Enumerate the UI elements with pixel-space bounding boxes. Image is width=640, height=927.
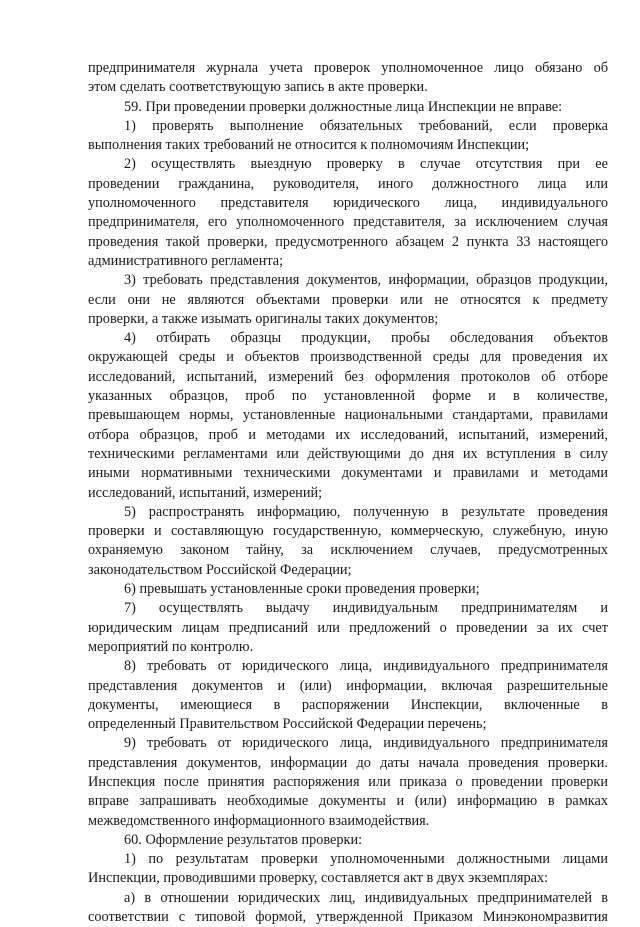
text-line-content: вправе запрашивать необходимые документы и (или) информацию в рамках [88, 793, 608, 810]
text-line-content: мероприятий по контролю. [88, 638, 254, 655]
document-text [88, 59, 608, 927]
text-line [88, 715, 608, 734]
text-line-content: 1) проверять выполнение обязательных требований, если проверка [124, 117, 608, 134]
text-line [88, 773, 608, 792]
text-line-content: если они не являются объектами проверки или не относятся к предмету [88, 291, 608, 308]
text-line-content: проведении гражданина, руководителя, иного должностного лица или [88, 175, 608, 192]
text-line [88, 98, 608, 117]
text-line-content: административного регламента; [88, 252, 284, 269]
text-line-content: 8) требовать от юридического лица, индивидуального предпринимателя [124, 658, 608, 675]
text-line-content: законодательством Российской Федерации; [88, 561, 352, 578]
text-line-content: межведомственного информационного взаимодействия. [88, 812, 430, 829]
text-line-content: исследований, испытаний, измерений; [88, 484, 323, 501]
text-line-content: 4) отбирать образцы продукции, пробы обследования объектов [124, 330, 608, 347]
text-line [88, 155, 608, 174]
text-line [88, 368, 608, 387]
text-line-content: 1) по результатам проверки уполномоченными должностными лицами [124, 851, 608, 868]
text-line [88, 754, 608, 773]
text-line-content: проверки, а также изымать оригиналы таких документов; [88, 310, 439, 327]
text-line [88, 175, 608, 194]
text-line [88, 484, 608, 503]
text-line [88, 117, 608, 136]
text-line-content: проведения такой проверки, предусмотренного абзацем 2 пункта 33 настоящего [88, 233, 608, 250]
text-line [88, 445, 608, 464]
text-line-content: 6) превышать установленные сроки проведения проверки; [124, 581, 480, 598]
text-line-content: определенный Правительством Российской Федерации перечень; [88, 716, 487, 733]
text-line-content: представления документов, информации до даты начала проведения проверки. [88, 754, 608, 771]
text-line [88, 908, 608, 927]
text-line-content: превышающем нормы, установленные национальными стандартами, правилами [88, 407, 608, 424]
text-line-content: указанных образцов, проб по установленной форме и в количестве, [88, 388, 608, 405]
text-line [88, 252, 608, 271]
text-line [88, 580, 608, 599]
text-line-content: Инспекция после принятия распоряжения или приказа о проведении проверки [88, 773, 608, 790]
text-line-content: 9) требовать от юридического лица, индивидуального предпринимателя [124, 735, 608, 752]
text-line [88, 310, 608, 329]
text-line-content: предпринимателя, его уполномоченного представителя, за исключением случая [88, 214, 608, 231]
text-line-content: 5) распространять информацию, полученную в результате проведения [124, 503, 608, 520]
text-line-content: техническими регламентами или действующими до дня их вступления в силу [88, 445, 608, 462]
text-line-content: документы, имеющиеся в распоряжении Инспекции, включенные в [88, 696, 608, 713]
text-line [88, 869, 608, 888]
text-line-content: иными нормативными техническими документами и правилами и методами [88, 465, 608, 482]
text-line-content: выполнения таких требований не относится к полномочиям Инспекции; [88, 137, 530, 154]
text-line-content: проверки и составляющую государственную, коммерческую, служебную, иную [88, 523, 608, 540]
text-line [88, 503, 608, 522]
text-line-content: охраняемую законом тайну, за исключением случаев, предусмотренных [88, 542, 608, 559]
text-line [88, 348, 608, 367]
text-line-content: этом сделать соответствующую запись в акте проверки. [88, 79, 428, 96]
text-line [88, 329, 608, 348]
text-line [88, 677, 608, 696]
text-line [88, 734, 608, 753]
text-line [88, 406, 608, 425]
text-line [88, 233, 608, 252]
text-line-content: 2) осуществлять выездную проверку в случае отсутствия при ее [124, 156, 608, 173]
text-line [88, 78, 608, 97]
text-line [88, 136, 608, 155]
text-line-content: юридическим лицам предписаний или предложений о проведении за их счет [88, 619, 608, 636]
text-line-content: 59. При проведении проверки должностные лица Инспекции не вправе: [124, 98, 563, 115]
text-line [88, 213, 608, 232]
text-line-content: 3) требовать представления документов, информации, образцов продукции, [124, 272, 608, 289]
text-line [88, 812, 608, 831]
text-line [88, 464, 608, 483]
text-line [88, 638, 608, 657]
text-line [88, 522, 608, 541]
text-line-content: отбора образцов, проб и методами их исследований, испытаний, измерений, [88, 426, 608, 443]
text-line [88, 271, 608, 290]
text-line-content: а) в отношении юридических лиц, индивидуальных предпринимателей в [124, 889, 608, 906]
text-line-content: окружающей среды и объектов производственной среды для проведения их [88, 349, 608, 366]
text-line [88, 387, 608, 406]
text-line [88, 696, 608, 715]
text-line-content: представления документов и (или) информации, включая разрешительные [88, 677, 608, 694]
text-line-content: уполномоченного представителя юридического лица, индивидуального [88, 195, 608, 212]
text-line [88, 561, 608, 580]
text-line [88, 59, 608, 78]
text-line [88, 792, 608, 811]
text-line-content: исследований, испытаний, измерений без оформления протоколов об отборе [88, 368, 608, 385]
text-line [88, 291, 608, 310]
text-line [88, 541, 608, 560]
text-line [88, 194, 608, 213]
text-line [88, 831, 608, 850]
text-line-content: предпринимателя журнала учета проверок уполномоченное лицо обязано об [88, 60, 608, 76]
text-line [88, 599, 608, 618]
text-line-content: 60. Оформление результатов проверки: [124, 831, 363, 848]
text-line [88, 889, 608, 908]
text-line [88, 619, 608, 638]
text-line [88, 850, 608, 869]
text-line [88, 657, 608, 676]
text-line-content: соответствии с типовой формой, утвержденной Приказом Минэкономразвития [88, 909, 608, 926]
text-line-content: Инспекции, проводившими проверку, составляется акт в двух экземплярах: [88, 870, 549, 887]
text-line [88, 426, 608, 445]
text-line-content: 7) осуществлять выдачу индивидуальным предпринимателям и [124, 600, 608, 617]
